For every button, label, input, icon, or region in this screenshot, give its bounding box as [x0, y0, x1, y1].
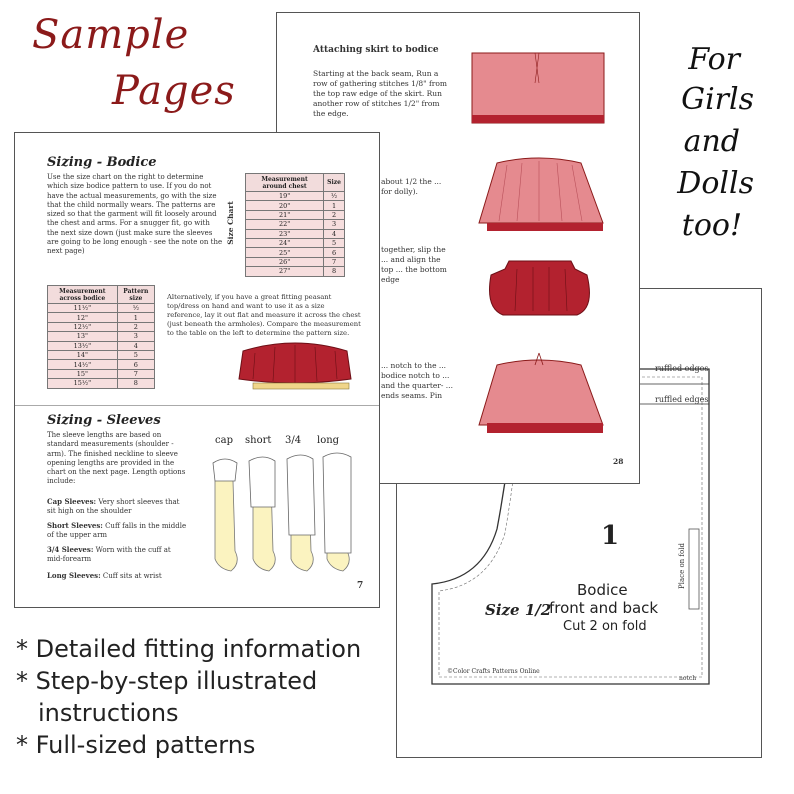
bullet-fitting: * Detailed fitting information	[16, 635, 362, 663]
pattern-cell: 6	[117, 360, 154, 369]
ruffle-label-2: ruffled edges	[655, 395, 709, 404]
bullet-patterns: * Full-sized patterns	[16, 731, 256, 759]
pattern-size: Size 1/2	[485, 601, 552, 619]
fold-label: Place on fold	[677, 543, 686, 589]
three-desc	[47, 545, 187, 565]
chart-cell: 27"	[246, 267, 324, 276]
tagline-dolls: Dolls	[677, 166, 754, 201]
cap-label: Cap Sleeves:	[47, 497, 97, 506]
chart-cell: 20"	[246, 201, 324, 210]
sizing-page-number: 7	[357, 581, 364, 591]
pattern-cell: 4	[117, 341, 154, 350]
chart-cell: 19"	[246, 192, 324, 201]
pattern-cell: 8	[117, 379, 154, 388]
skirt-step4: ... notch to the ... bodice notch to ... and the quarter- ... ends seams. Pin	[381, 361, 453, 400]
pattern-cell: 12"	[48, 313, 118, 322]
bodice-text: Use the size chart on the right to determine which size bodice pattern to use. If you do not have the actual measurements, go with the size that the child normally wears. The patterns are sized so that the garment will fit loosely around the chest and arms. For a snugger fit, go with the next size down (just make sure the sleeves are going to be long enough - see the note on the next page)	[47, 173, 223, 256]
sleeves-title: Sizing - Sleeves	[47, 413, 161, 428]
chart-header: Size	[324, 174, 345, 192]
pattern-cell: 15"	[48, 369, 118, 378]
chart-cell: 6	[324, 248, 345, 257]
chart-cell: 8	[324, 267, 345, 276]
pattern-cell: 14"	[48, 350, 118, 359]
alt-text: Alternatively, if you have a great fitting peasant top/dress on hand and want to use it as a size reference, lay it out flat and measure it across the chest (just beneath the armholes). Compare the measurement to the table on the left to determine the pattern size.	[167, 293, 361, 337]
cap-text: Very short sleeves that sit high on the shoulder	[47, 498, 180, 516]
chart-cell: 4	[324, 229, 345, 238]
title-pages: Pages	[112, 68, 236, 114]
chart-cell: 5	[324, 238, 345, 247]
chart-cell: 25"	[246, 248, 324, 257]
long-text: Cuff sits at wrist	[102, 572, 162, 580]
pattern-cell: 3	[117, 332, 154, 341]
skirt-step1: Starting at the back seam, Run a row of gathering stitches 1/8" from the top raw edge of the skirt. Run another row of stitches 1/2" from the edge.	[313, 69, 448, 118]
pattern-header: Measurement across bodice	[48, 286, 118, 304]
ruffle-label-1: ruffled edges	[655, 364, 709, 373]
chart-cell: 26"	[246, 257, 324, 266]
chart-cell: 1	[324, 201, 345, 210]
notch-label: notch	[679, 675, 697, 682]
pattern-cell: 13"	[48, 332, 118, 341]
pattern-cell: 7	[117, 369, 154, 378]
chart-header: Measurement around chest	[246, 174, 324, 192]
long-desc	[47, 571, 187, 581]
pattern-header: Pattern size	[117, 286, 154, 304]
chart-cell: 3	[324, 220, 345, 229]
size-chart-table	[245, 173, 345, 277]
sleeve-option-cap: cap	[215, 435, 233, 446]
pattern-cell: 14½"	[48, 360, 118, 369]
bodice-measure-drawing	[235, 333, 365, 403]
tagline-and: and	[683, 124, 740, 159]
chart-cell: 24"	[246, 238, 324, 247]
skirt-page-number: 28	[613, 457, 624, 466]
long-label: Long Sleeves:	[47, 571, 101, 580]
chart-cell: 7	[324, 257, 345, 266]
chart-cell: 21"	[246, 210, 324, 219]
sleeve-arms-drawing	[205, 451, 365, 581]
pattern-size-table	[47, 285, 155, 389]
pattern-cell: 13½"	[48, 341, 118, 350]
skirt-step2: about 1/2 the ... for dolly).	[381, 177, 442, 196]
three-text: Worn with the cuff at mid-forearm	[47, 546, 171, 564]
piece-number: 1	[601, 521, 620, 551]
sleeve-option-three: 3/4	[285, 435, 302, 446]
piece-desc: front and back	[549, 599, 659, 617]
pattern-cell: 15½"	[48, 379, 118, 388]
sizing-page	[14, 132, 380, 608]
size-chart-label: Size Chart	[225, 201, 235, 245]
skirt-step3: together, slip the ... and align the top ... the bottom edge	[381, 245, 447, 284]
pattern-cell: 2	[117, 322, 154, 331]
sleeve-option-short: short	[245, 435, 272, 446]
pattern-cell: 11½"	[48, 304, 118, 313]
short-desc	[47, 521, 187, 541]
bullet-steps-cont: instructions	[38, 699, 179, 727]
three-label: 3/4 Sleeves:	[47, 545, 94, 554]
sleeve-option-long: long	[317, 435, 340, 446]
short-label: Short Sleeves:	[47, 521, 103, 530]
section-divider	[15, 405, 379, 406]
tagline-too: too!	[681, 208, 742, 243]
chart-cell: ½	[324, 192, 345, 201]
title-sample: Sample	[32, 12, 190, 58]
pattern-cell: 12½"	[48, 322, 118, 331]
chart-cell: 23"	[246, 229, 324, 238]
bullet-steps: * Step-by-step illustrated	[16, 667, 318, 695]
tagline-for: For	[688, 42, 740, 77]
sleeves-text: The sleeve lengths are based on standard measurements (shoulder - arm). The finished neckline to sleeve opening lengths are provided in the chart on the next page. Length options include:	[47, 431, 186, 486]
chart-cell: 2	[324, 210, 345, 219]
cut-instruction: Cut 2 on fold	[563, 619, 647, 634]
pattern-cell: 1	[117, 313, 154, 322]
pattern-cell: ½	[117, 304, 154, 313]
copyright: ©Color Crafts Patterns Online	[447, 668, 540, 675]
bodice-title: Sizing - Bodice	[47, 155, 157, 170]
skirt-title: Attaching skirt to bodice	[313, 45, 439, 55]
cap-desc	[47, 497, 187, 517]
chart-cell: 22"	[246, 220, 324, 229]
piece-name: Bodice	[577, 581, 628, 599]
pattern-cell: 5	[117, 350, 154, 359]
tagline-girls: Girls	[681, 82, 754, 117]
short-text: Cuff falls in the middle of the upper arm	[47, 522, 187, 540]
